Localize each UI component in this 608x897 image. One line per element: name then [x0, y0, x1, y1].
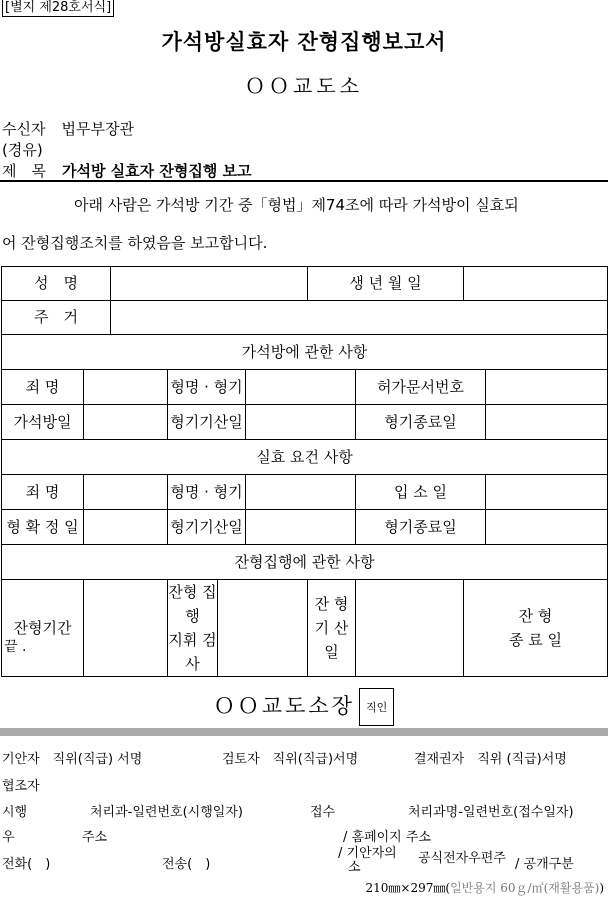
lapse-term-start-field[interactable]: [246, 510, 356, 545]
remaining-end-label-line2: 종 료 일: [509, 631, 563, 649]
disclosure-label: / 공개구분: [515, 857, 574, 872]
paper-spec: [366, 879, 604, 896]
subject-row: [2, 160, 252, 181]
paper-size: 210㎜×297㎜(: [365, 881, 451, 895]
lapse-term-end-label: 형기종료일: [356, 510, 486, 545]
remaining-end-label: [464, 580, 608, 677]
enforce-number: 처리과-일련번호(시행일자): [90, 805, 243, 820]
parole-term-label: 형명 · 형기: [168, 370, 246, 405]
form-number: [별지 제28호서식]: [2, 0, 114, 17]
lapse-term-end-field[interactable]: [486, 510, 608, 545]
lapse-term-label: 형명 · 형기: [168, 475, 246, 510]
parole-term-end-field[interactable]: [486, 405, 608, 440]
parole-term-end-label: 형기종료일: [356, 405, 486, 440]
parole-term-start-label: 형기기산일: [168, 405, 246, 440]
report-table: [1, 266, 608, 677]
lapse-crime-field[interactable]: [84, 475, 168, 510]
address-field[interactable]: [111, 301, 608, 335]
lapse-crime-label: 죄 명: [2, 475, 84, 510]
remaining-command-label-line2: 지휘 검사: [168, 631, 217, 673]
receipt-number: 처리과명-일련번호(접수일자): [408, 805, 574, 820]
entry-date-field[interactable]: [486, 475, 608, 510]
parole-term-field[interactable]: [246, 370, 356, 405]
parole-section-header: 가석방에 관한 사항: [2, 335, 608, 370]
subject-label: 제 목: [2, 162, 46, 180]
body-line-1: 아래 사람은 가석방 기간 중「형법」제74조에 따라 가석방이 실효되: [74, 196, 519, 214]
official-seal: 직인: [359, 688, 394, 726]
document-title: 가석방실효자 잔형집행보고서: [161, 29, 447, 54]
via-label: (경유): [2, 141, 43, 159]
fax-label: 전송( ): [162, 857, 211, 872]
remaining-period-field[interactable]: [84, 580, 168, 677]
subject-value: 가석방 실효자 잔형집행 보고: [61, 162, 252, 180]
institution-name: ＯＯ교도소: [245, 74, 363, 98]
footer-band: [0, 728, 608, 736]
header-divider: [0, 180, 608, 182]
postal-label: 우: [2, 830, 15, 845]
remaining-start-label-line2: 기 산 일: [314, 619, 349, 661]
permit-no-field[interactable]: [486, 370, 608, 405]
finalized-date-label: 형 확 정 일: [2, 510, 84, 545]
paper-type: 일반용지 60ｇ/㎡(재활용품): [450, 881, 600, 895]
homepage-label: / 홈페이지 주소: [343, 830, 431, 845]
email-label: [338, 847, 397, 875]
cooperator-label: 협조자: [2, 779, 40, 794]
reviewer-label: 검토자 직위(직급)서명: [222, 752, 359, 767]
birth-label: 생 년 월 일: [308, 267, 464, 301]
receipt-label: 접수: [310, 805, 336, 820]
name-field[interactable]: [111, 267, 308, 301]
email-label-line2: 소: [348, 860, 361, 875]
parole-crime-field[interactable]: [84, 370, 168, 405]
remaining-command-label: [168, 580, 218, 677]
phone-label: 전화( ): [2, 857, 51, 872]
approver-label: 결재권자 직위 (직급)서명: [414, 752, 567, 767]
entry-date-label: 입 소 일: [356, 475, 486, 510]
permit-no-label: 허가문서번호: [356, 370, 486, 405]
parole-crime-label: 죄 명: [2, 370, 84, 405]
body-line-2: 어 잔형집행조치를 하였음을 보고합니다.: [2, 234, 268, 252]
email-label-line1: / 기안자의: [338, 846, 397, 861]
lapse-term-start-label: 형기기산일: [168, 510, 246, 545]
parole-term-start-field[interactable]: [246, 405, 356, 440]
address-label: 주 거: [2, 301, 111, 335]
enforce-label: 시행: [2, 805, 28, 820]
address-footer-label: 주소: [82, 830, 108, 845]
head-signature: [0, 688, 608, 726]
remaining-start-label: [308, 580, 356, 677]
via-row: [2, 139, 43, 160]
finalized-date-field[interactable]: [84, 510, 168, 545]
name-label: 성 명: [2, 267, 111, 301]
remaining-command-field[interactable]: [218, 580, 308, 677]
paper-close: ): [599, 881, 604, 895]
recipient-label: 수신자: [2, 120, 46, 138]
email-official-label: 공식전자우편주: [418, 851, 506, 866]
remaining-command-label-line1: 잔형 집행: [168, 583, 217, 625]
remaining-start-label-line1: 잔 형: [314, 595, 349, 613]
end-mark: 끝 .: [4, 639, 27, 655]
recipient-value: 법무부장관: [61, 120, 134, 138]
remaining-period-label: 잔형기간: [2, 580, 84, 677]
lapse-section-header: 실효 요건 사항: [2, 440, 608, 475]
parole-date-field[interactable]: [84, 405, 168, 440]
remaining-end-label-line1: 잔 형: [518, 607, 553, 625]
remaining-start-field[interactable]: [356, 580, 464, 677]
parole-date-label: 가석방일: [2, 405, 84, 440]
recipient-row: [2, 118, 134, 139]
drafter-label: 기안자 직위(직급) 서명: [2, 752, 143, 767]
birth-field[interactable]: [464, 267, 608, 301]
head-title: ＯＯ교도소장: [213, 694, 355, 718]
remaining-section-header: 잔형집행에 관한 사항: [2, 545, 608, 580]
lapse-term-field[interactable]: [246, 475, 356, 510]
